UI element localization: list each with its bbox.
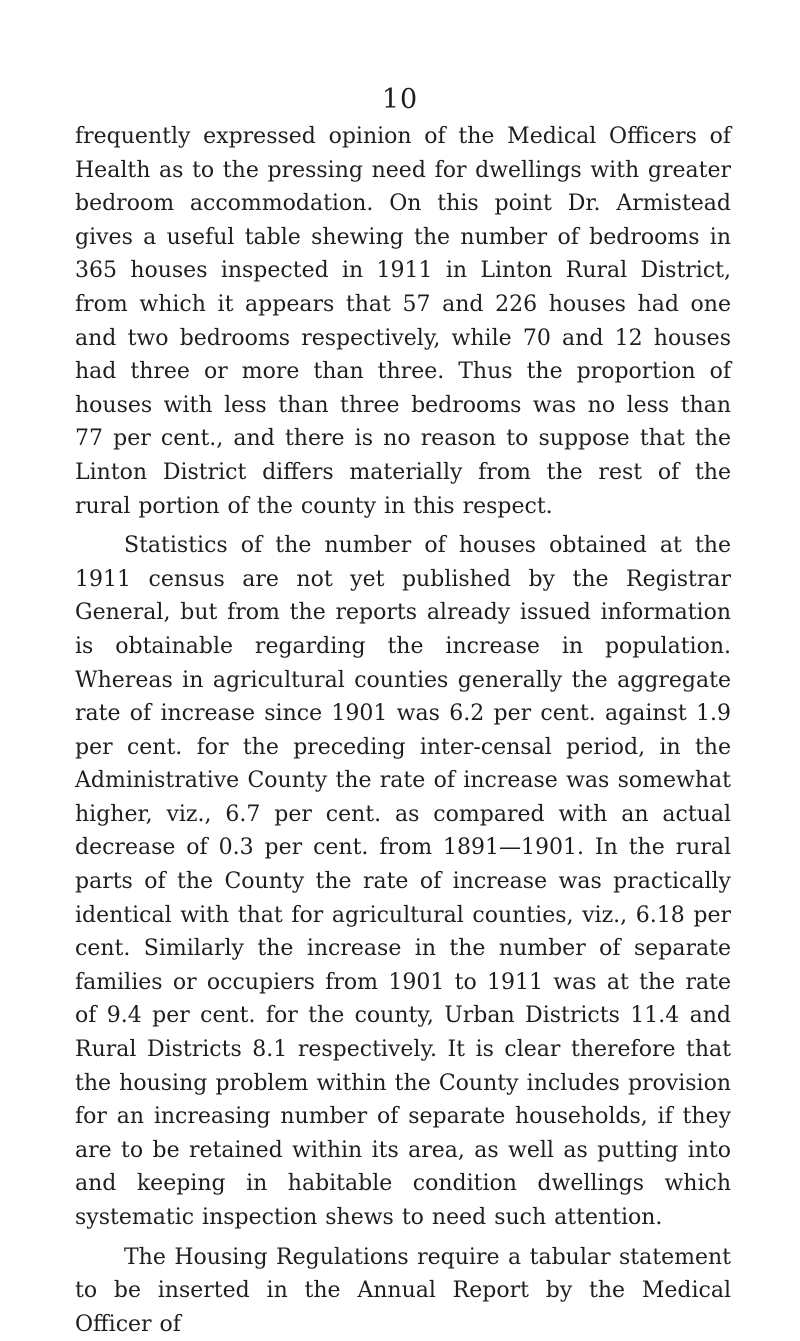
page-number: 10	[381, 84, 419, 115]
paragraph-bedroom-accommodation: frequently expressed opinion of the Medical Officers of Health as to the pressing need for dwellings with greater bedroom accommodation. On this point Dr. Armistead gives a useful table shewing the number of bedrooms in 365 houses inspected in 1911 in Linton Rural District, from which it appears that 57 and 226 houses had one and two bedrooms respectively, while 70 and 12 houses had three or more than three. Thus the proportion of houses with less than three bedrooms was no less than 77 per cent., and there is no reason to suppose that the Linton District differs materially from the rest of the rural portion of the county in this respect.	[75, 124, 731, 519]
paragraph-census-statistics: Statistics of the number of houses obtained at the 1911 census are not yet published by the Registrar General, but from the reports already issued information is obtainable regarding the increase in population. Whereas in agricultural counties generally the aggregate rate of increase since 1901 was 6.2 per cent. against 1.9 per cent. for the preceding inter-censal period, in the Administrative County the rate of increase was somewhat higher, viz., 6.7 per cent. as compared with an actual decrease of 0.3 per cent. from 1891—1901. In the rural parts of the County the rate of increase was practically identical with that for agricultural counties, viz., 6.18 per cent. Similarly the increase in the number of separate families or occupiers from 1901 to 1911 was at the rate of 9.4 per cent. for the county, Urban Districts 11.4 and Rural Districts 8.1 respectively. It is clear therefore that the housing problem within the County includes provision for an increasing number of separate households, if they are to be retained within its area, as well as putting into and keeping in habitable condition dwellings which systematic inspection shews to need such attention.	[75, 533, 731, 1230]
body-text	[75, 120, 731, 1341]
paragraph-housing-regulations: The Housing Regulations require a tabular statement to be inserted in the Annual Report by the Medical Officer of	[75, 1244, 731, 1337]
